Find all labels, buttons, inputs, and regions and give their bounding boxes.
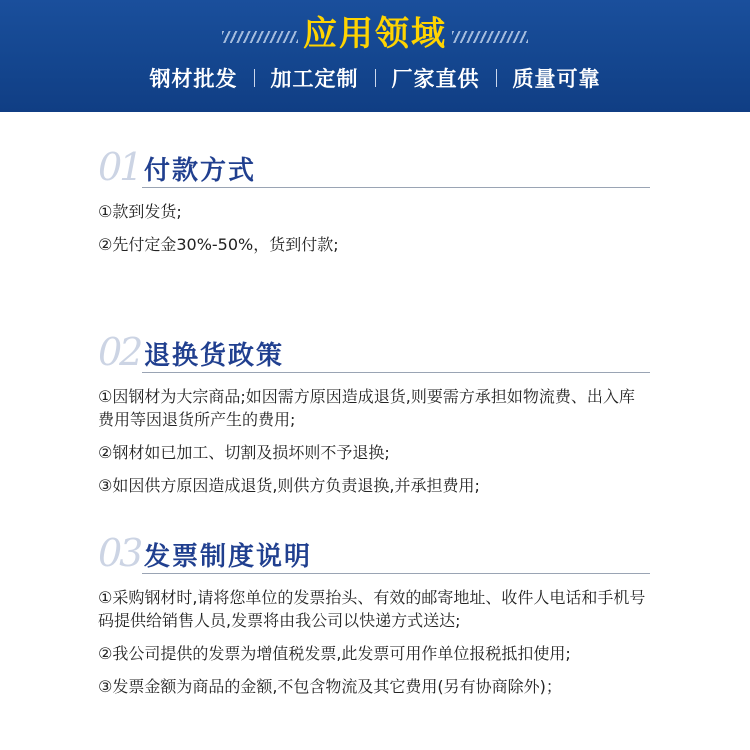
list-item: ③发票金额为商品的金额,不包含物流及其它费用(另有协商除外)； [98,677,562,696]
section-title: 发票制度说明 [144,542,313,572]
tag-factory-direct: 厂家直供 [391,67,480,91]
section-return-policy [98,331,650,507]
section-title: 退换货政策 [144,341,285,371]
section-header [98,532,650,578]
list-item: ②我公司提供的发票为增值税发票,此发票可用作单位报税抵扣使用; [98,644,571,663]
list-item: ③如因供方原因造成退货,则供方负责退换,并承担费用; [98,476,480,495]
section-body [98,578,650,698]
section-divider [142,372,650,373]
section-payment-method [98,146,650,266]
section-header [98,146,650,192]
section-header [98,331,650,377]
banner-title-row [0,10,750,58]
section-title: 付款方式 [144,156,257,186]
section-number: 03 [98,531,141,575]
section-divider [142,187,650,188]
list-item: ②钢材如已加工、切割及损坏则不予退换; [98,443,390,462]
section-body [98,377,650,497]
list-item: ①因钢材为大宗商品;如因需方原因造成退货,则要需方承担如物流费、出入库费用等因退货所产生的费用; [98,387,635,429]
list-item: ①款到发货; [98,202,182,221]
tag-custom-processing: 加工定制 [270,67,359,91]
section-body [98,192,650,256]
section-number: 02 [98,330,141,374]
section-invoice-policy [98,532,650,708]
tag-reliable-quality: 质量可靠 [512,67,601,91]
tag-steel-wholesale: 钢材批发 [149,67,238,91]
list-item: ①采购钢材时,请将您单位的发票抬头、有效的邮寄地址、收件人电话和手机号码提供给销售人员,发票将由我公司以快递方式送达; [98,588,646,630]
section-number: 01 [98,145,141,189]
decorative-slashes-right [452,31,528,43]
banner-title: 应用领域 [303,14,447,54]
banner-tags [0,60,750,96]
list-item: ②先付定金30%-50%，货到付款; [98,235,339,254]
section-divider [142,573,650,574]
header-banner [0,0,750,112]
